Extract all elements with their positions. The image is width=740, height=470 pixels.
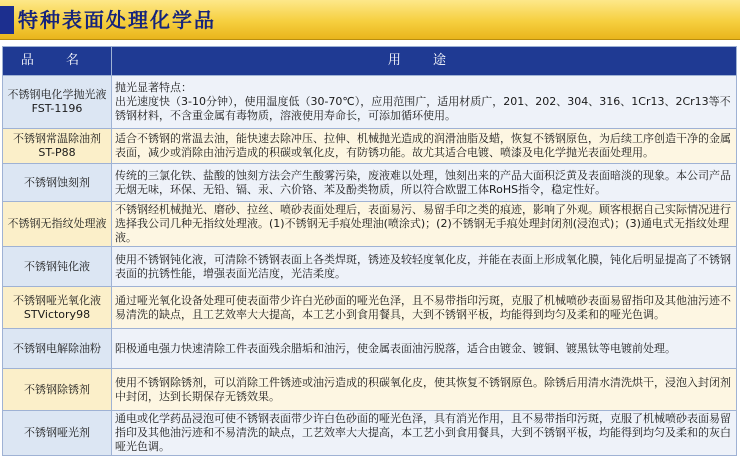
- product-use-cell: [112, 329, 737, 369]
- table-row: [3, 329, 737, 369]
- use-description: 适合不锈钢的常温去油，能快速去除冲压、拉伸、机械抛光造成的润滑油脂及蜡，恢复不锈钢原色，为后续工序创造干净的金属表面，减少或消除由油污造成的积碳或氧化皮，有防锈功能。故尤其适合电镀、喷漆及电化学抛光表面处理用。: [115, 132, 731, 159]
- page-title: 特种表面处理化学品: [18, 8, 216, 32]
- product-use-cell: [112, 369, 737, 411]
- use-heading: 抛光显著特点：: [115, 81, 192, 94]
- product-name-cell: [3, 369, 112, 411]
- header-banner: [0, 0, 740, 40]
- banner-accent-bar: [0, 6, 14, 34]
- use-description: 使用不锈钢除锈剂，可以消除工件锈迹或油污造成的积碳氧化皮，使其恢复不锈钢原色。除锈后用清水清洗烘干，浸泡入封闭剂中封闭，达到长期保存无锈效果。: [115, 375, 731, 403]
- table-row: [3, 129, 737, 164]
- table-row: [3, 202, 737, 247]
- product-code: FST-1196: [31, 102, 83, 115]
- use-description: 传统的三氯化铁、盐酸的蚀刻方法会产生酸雾污染，废液难以处理，蚀刻出来的产品大面积泛黄及表面暗淡的现象。本公司产品无烟无味，环保、无铅、镉、汞、六价铬、苯及酚类物质，所以符合欧盟工体RoHS指令，稳定性好。: [115, 168, 731, 196]
- product-name-cell: [3, 287, 112, 329]
- product-name: 不锈钢钝化液: [24, 259, 90, 273]
- product-name-cell: [3, 129, 112, 164]
- use-description: 通电或化学药品浸泡可使不锈钢表面带少许白色砂面的哑光色泽，具有消光作用，且不易带指印污斑，克服了机械喷砂表面易留指印及其他油污迹和不易清洗的缺点，工艺效率大大提高，本工艺小到食用餐具，大到不锈钢平板，均能得到均匀及柔和的灰白哑光色调。: [115, 412, 731, 453]
- product-use-cell: [112, 247, 737, 287]
- product-use-cell: [112, 129, 737, 164]
- product-name: 不锈钢无指纹处理液: [7, 217, 107, 230]
- table-row: [3, 287, 737, 329]
- product-name: 不锈钢蚀刻剂: [24, 175, 90, 189]
- product-use-cell: [112, 202, 737, 247]
- table-row: [3, 411, 737, 456]
- product-name-cell: [3, 329, 112, 369]
- use-description: 出光速度快（3-10分钟），使用温度低（30-70℃），应用范围广，适用材质广，201、202、304、316、1Cr13、2Cr13等不锈钢材料，不含重金属有毒物质，溶液使用寿命长，可添加循环使用。: [115, 95, 731, 122]
- product-name-cell: [3, 411, 112, 456]
- table-row: [3, 76, 737, 129]
- table-row: [3, 164, 737, 202]
- product-name-cell: [3, 76, 112, 129]
- product-use-cell: [112, 76, 737, 129]
- use-description: 阳极通电强力快速清除工件表面残余腊垢和油污，使金属表面油污脱落，适合由镀金、镀铜、镀黑钛等电镀前处理。: [115, 341, 676, 355]
- product-name: 不锈钢常温除油剂: [13, 132, 101, 145]
- product-use-cell: [112, 411, 737, 456]
- product-name-cell: [3, 247, 112, 287]
- use-description: 使用不锈钢钝化液，可清除不锈钢表面上各类焊斑，锈迹及较轻度氧化皮，并能在表面上形成氧化膜，钝化后明显提高了不锈钢表面的抗锈性能，增强表面光洁度，光洁柔度。: [115, 252, 731, 280]
- product-name: 不锈钢哑光剂: [24, 426, 90, 439]
- table-header-row: [3, 47, 737, 76]
- use-description: 不锈钢经机械抛光、磨砂、拉丝、喷砂表面处理后，表面易污、易留手印之类的痕迹，影响了外观。顾客根据自己实际情况进行选择我公司几种无指纹处理液。(1)不锈钢无手痕处理油(喷涂式)；(2)不锈钢无手痕处理封闭剂(浸泡式)；(3)通电式无指纹处理液。: [115, 203, 731, 244]
- product-name-cell: [3, 164, 112, 202]
- product-name: 不锈钢电解除油粉: [13, 341, 101, 355]
- column-header-name: 品 名: [3, 47, 112, 76]
- product-table: [2, 46, 737, 456]
- product-use-cell: [112, 287, 737, 329]
- use-description: 通过哑光氧化设备处理可使表面带少许白光砂面的哑光色泽，且不易带指印污斑，克服了机械喷砂表面易留指印及其他油污迹不易清洗的缺点，且工艺效率大大提高，本工艺小到食用餐具，大到不锈钢平板，均能得到均匀及柔和的哑光色调。: [115, 293, 731, 321]
- product-name: 不锈钢哑光氧化液: [13, 293, 101, 307]
- product-code: STVictory98: [23, 307, 91, 321]
- column-header-use: 用 途: [112, 47, 737, 76]
- product-code: ST-P88: [38, 146, 76, 159]
- table-row: [3, 369, 737, 411]
- product-use-cell: [112, 164, 737, 202]
- table-row: [3, 247, 737, 287]
- product-name-cell: [3, 202, 112, 247]
- product-name: 不锈钢除锈剂: [24, 382, 90, 396]
- product-name: 不锈钢电化学抛光液: [7, 88, 107, 101]
